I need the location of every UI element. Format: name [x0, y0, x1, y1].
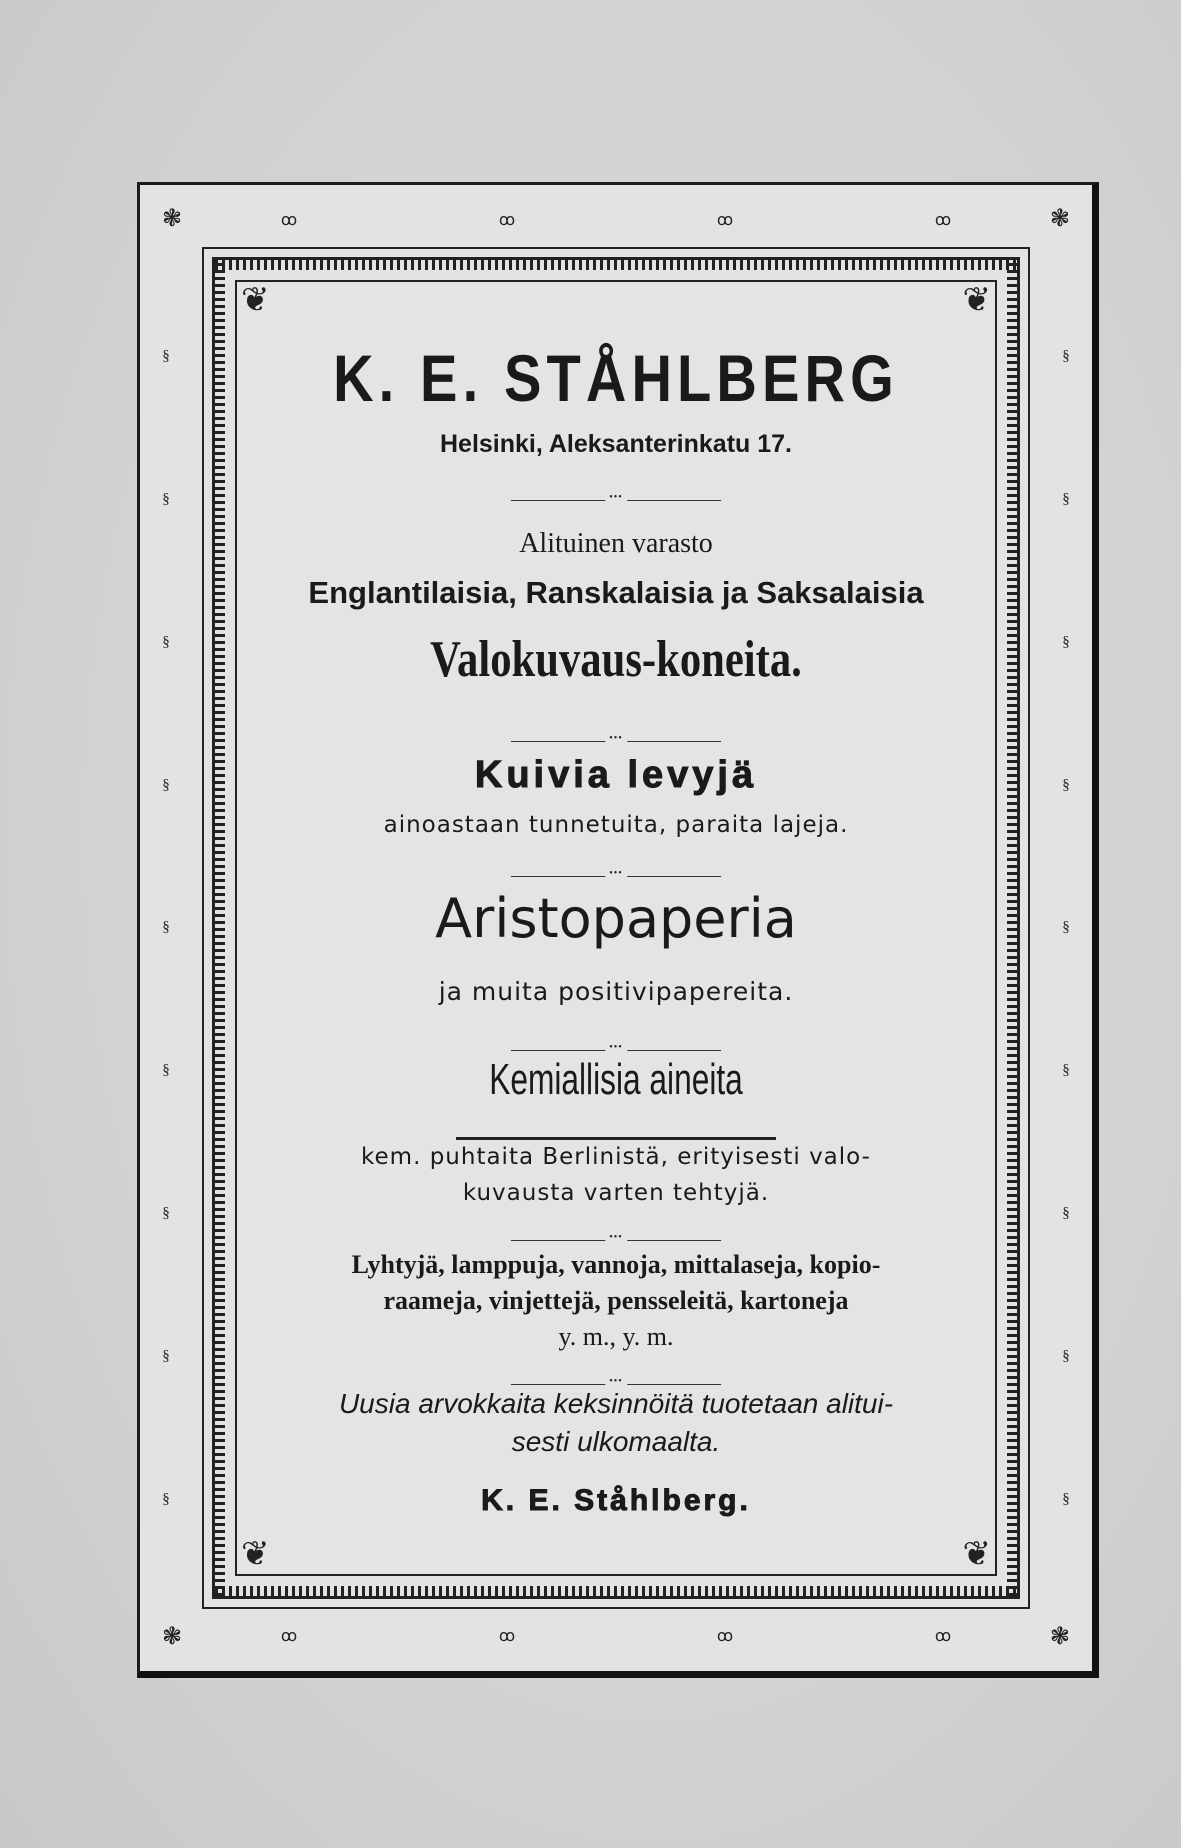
scroll-ornament-icon: § [1062, 919, 1070, 936]
scroll-ornament-icon: § [162, 1490, 170, 1507]
camera-origins: Englantilaisia, Ranskalaisia ja Saksalaisia [308, 575, 924, 610]
scroll-ornament-icon: ꝏ [280, 1628, 298, 1645]
stock-intro: Alituinen varasto [519, 528, 713, 559]
corner-ornament-icon: ❃ [162, 1624, 183, 1650]
aristo-paper-heading: Aristopaperia [435, 887, 797, 950]
dry-plates-heading: Kuivia levyjä [474, 754, 758, 796]
signature: K. E. Ståhlberg. [481, 1484, 751, 1517]
accessories-line: raameja, vinjettejä, pensseleitä, kartoneja [383, 1286, 849, 1315]
scroll-ornament-icon: § [1062, 1062, 1070, 1079]
corner-ornament-icon: ❃ [1049, 206, 1070, 232]
scroll-ornament-icon: § [1062, 776, 1070, 793]
scroll-ornament-icon: § [162, 1062, 170, 1079]
novelties-line: sesti ulkomaalta. [511, 1426, 721, 1457]
accessories-line: Lyhtyjä, lamppuja, vannoja, mittalaseja, kopio- [351, 1250, 881, 1279]
divider [237, 1228, 995, 1230]
divider [237, 729, 995, 731]
scroll-ornament-icon: § [1062, 490, 1070, 507]
flourish-icon: ❦ [241, 282, 270, 319]
accessories-line: y. m., y. m. [558, 1322, 674, 1351]
scroll-ornament-icon: § [162, 347, 170, 364]
cameras-heading: Valokuvaus-koneita. [430, 631, 802, 688]
scroll-ornament-icon: § [162, 776, 170, 793]
divider [237, 488, 995, 490]
flourish-icon: ❦ [241, 1536, 270, 1573]
scroll-ornament-icon: § [162, 919, 170, 936]
scroll-ornament-icon: ꝏ [498, 1628, 516, 1645]
scroll-ornament-icon: § [162, 490, 170, 507]
advertisement-text [237, 282, 995, 1574]
scroll-ornament-icon: ꝏ [716, 212, 734, 229]
divider [237, 1038, 995, 1040]
scroll-ornament-icon: § [1062, 1348, 1070, 1365]
dry-plates-note: ainoastaan tunnetuita, paraita lajeja. [383, 812, 849, 838]
scroll-ornament-icon: ꝏ [716, 1628, 734, 1645]
scroll-ornament-icon: § [162, 633, 170, 650]
chain-border [202, 247, 1030, 1609]
left-ornament-column [156, 285, 176, 1571]
scroll-ornament-icon: § [162, 1348, 170, 1365]
scroll-ornament-icon: § [1062, 347, 1070, 364]
scroll-ornament-icon: § [1062, 633, 1070, 650]
chemicals-note-line: kuvausta varten tehtyjä. [462, 1180, 770, 1206]
scroll-ornament-icon: § [1062, 1490, 1070, 1507]
scroll-ornament-icon: § [162, 1205, 170, 1222]
chemicals-note-line: kem. puhtaita Berlinistä, erityisesti valo- [361, 1144, 871, 1170]
scroll-ornament-icon: § [1062, 1205, 1070, 1222]
scroll-ornament-icon: ꝏ [934, 1628, 952, 1645]
right-ornament-column [1056, 285, 1076, 1571]
shop-name-title: K. E. STÅHLBERG [333, 341, 899, 415]
bottom-ornament-row [180, 1625, 1052, 1647]
advertisement-frame [137, 182, 1099, 1678]
shop-address: Helsinki, Aleksanterinkatu 17. [439, 430, 792, 458]
flourish-icon: ❦ [962, 282, 991, 319]
advertisement-panel [235, 280, 997, 1576]
chemicals-underline [237, 1127, 995, 1145]
novelties-line: Uusia arvokkaita keksinnöitä tuotetaan alitui- [338, 1388, 894, 1419]
flourish-icon: ❦ [962, 1536, 991, 1573]
chain-border-pattern [212, 257, 1020, 1599]
scroll-ornament-icon: ꝏ [280, 212, 298, 229]
scroll-ornament-icon: ꝏ [498, 212, 516, 229]
chemicals-heading: Kemiallisia aineita [489, 1055, 743, 1104]
divider [237, 1372, 995, 1374]
scroll-ornament-icon: ꝏ [934, 212, 952, 229]
top-ornament-row [180, 209, 1052, 231]
aristo-paper-note: ja muita positivipapereita. [438, 977, 794, 1006]
divider [237, 864, 995, 866]
corner-ornament-icon: ❃ [1049, 1624, 1070, 1650]
corner-ornament-icon: ❃ [162, 206, 183, 232]
